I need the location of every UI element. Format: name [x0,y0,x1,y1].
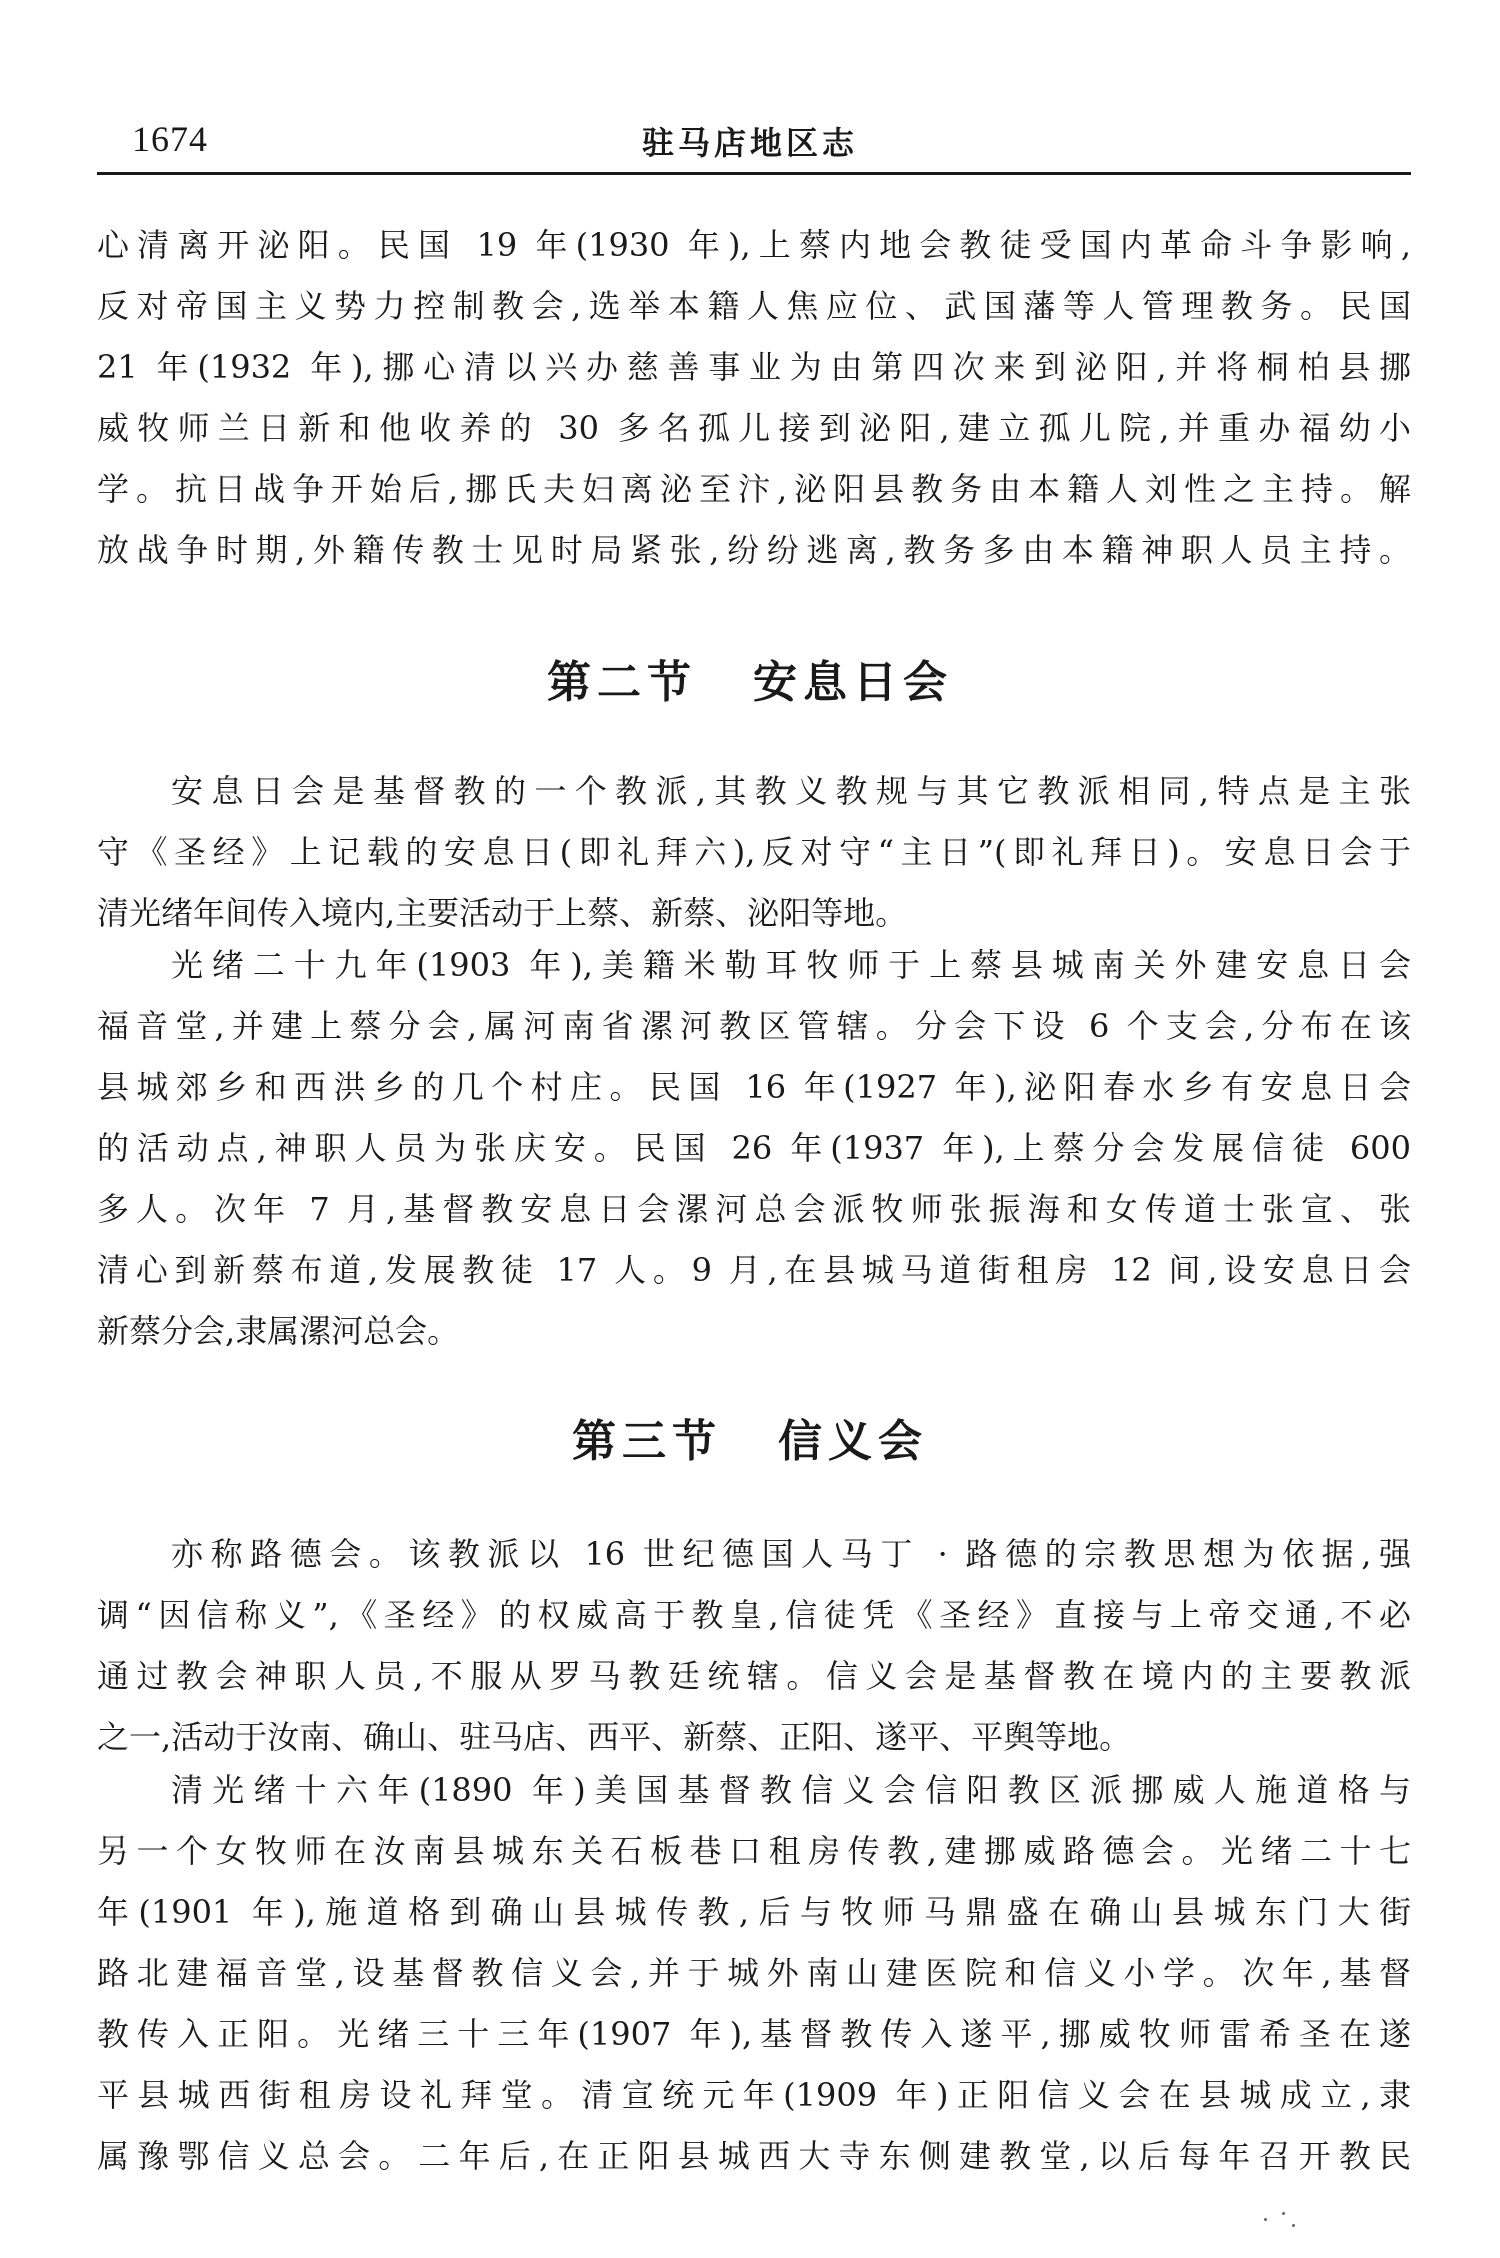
text-line: 清光绪十六年(1890 年)美国基督教信义会信阳教区派挪威人施道格与 [171,1771,1411,1809]
text-line: 调“因信称义”,《圣经》的权威高于教皇,信徒凭《圣经》直接与上帝交通,不必 [97,1596,1411,1634]
text-line: 年(1901 年),施道格到确山县城传教,后与牧师马鼎盛在确山县城东门大街 [97,1893,1411,1931]
text-line: 属豫鄂信义总会。二年后,在正阳县城西大寺东侧建教堂,以后每年召开教民 [97,2137,1411,2175]
text-line: 平县城西街租房设礼拜堂。清宣统元年(1909 年)正阳信义会在县城成立,隶 [97,2076,1411,2114]
text-line: 教传入正阳。光绪三十三年(1907 年),基督教传入遂平,挪威牧师雷希圣在遂 [97,2015,1411,2053]
section-number: 第三节 [572,1416,722,1467]
text-line: 学。抗日战争开始后,挪氏夫妇离泌至汴,泌阳县教务由本籍人刘性之主持。解 [97,470,1411,508]
text-line: 安息日会是基督教的一个教派,其教义教规与其它教派相同,特点是主张 [171,772,1411,810]
text-line: 新蔡分会,隶属漯河总会。 [97,1312,460,1350]
text-line: 清光绪年间传入境内,主要活动于上蔡、新蔡、泌阳等地。 [97,894,908,932]
text-line: 21 年(1932 年),挪心清以兴办慈善事业为由第四次来到泌阳,并将桐柏县挪 [97,348,1411,386]
text-line: 守《圣经》上记载的安息日(即礼拜六),反对守“主日”(即礼拜日)。安息日会于 [97,833,1411,871]
text-line: 福音堂,并建上蔡分会,属河南省漯河教区管辖。分会下设 6 个支会,分布在该 [97,1007,1411,1045]
section-title: 安息日会 [753,657,953,708]
section-title: 信义会 [778,1416,928,1467]
text-line: 另一个女牧师在汝南县城东关石板巷口租房传教,建挪威路德会。光绪二十七 [97,1832,1411,1870]
running-title: 驻马店地区志 [641,124,858,162]
text-line: 县城郊乡和西洪乡的几个村庄。民国 16 年(1927 年),泌阳春水乡有安息日会 [97,1068,1411,1106]
text-line: 多人。次年 7 月,基督教安息日会漯河总会派牧师张振海和女传道士张宣、张 [97,1190,1411,1228]
header-rule [97,172,1411,175]
text-line: 清心到新蔡布道,发展教徒 17 人。9 月,在县城马道街租房 12 间,设安息日会 [97,1251,1411,1289]
text-line: 反对帝国主义势力控制教会,选举本籍人焦应位、武国藩等人管理教务。民国 [97,287,1411,325]
text-line: 心清离开泌阳。民国 19 年(1930 年),上蔡内地会教徒受国内革命斗争影响, [97,226,1411,264]
scan-speck [1282,2212,1285,2215]
text-line: 光绪二十九年(1903 年),美籍米勒耳牧师于上蔡县城南关外建安息日会 [171,946,1411,984]
text-line: 威牧师兰日新和他收养的 30 多名孤儿接到泌阳,建立孤儿院,并重办福幼小 [97,409,1411,447]
section-heading-3 [0,1405,1500,1469]
text-line: 的活动点,神职人员为张庆安。民国 26 年(1937 年),上蔡分会发展信徒 600 [97,1129,1411,1167]
scan-speck [1264,2218,1267,2221]
text-line: 亦称路德会。该教派以 16 世纪德国人马丁 · 路德的宗教思想为依据,强 [171,1535,1411,1573]
scan-speck [1292,2224,1295,2227]
text-line: 路北建福音堂,设基督教信义会,并于城外南山建医院和信义小学。次年,基督 [97,1954,1411,1992]
section-heading-2 [0,646,1500,710]
section-number: 第二节 [547,657,697,708]
text-line: 放战争时期,外籍传教士见时局紧张,纷纷逃离,教务多由本籍神职人员主持。 [97,531,1411,569]
page-number: 1674 [132,119,208,159]
text-line: 之一,活动于汝南、确山、驻马店、西平、新蔡、正阳、遂平、平舆等地。 [97,1718,1132,1756]
text-line: 通过教会神职人员,不服从罗马教廷统辖。信义会是基督教在境内的主要教派 [97,1657,1411,1695]
